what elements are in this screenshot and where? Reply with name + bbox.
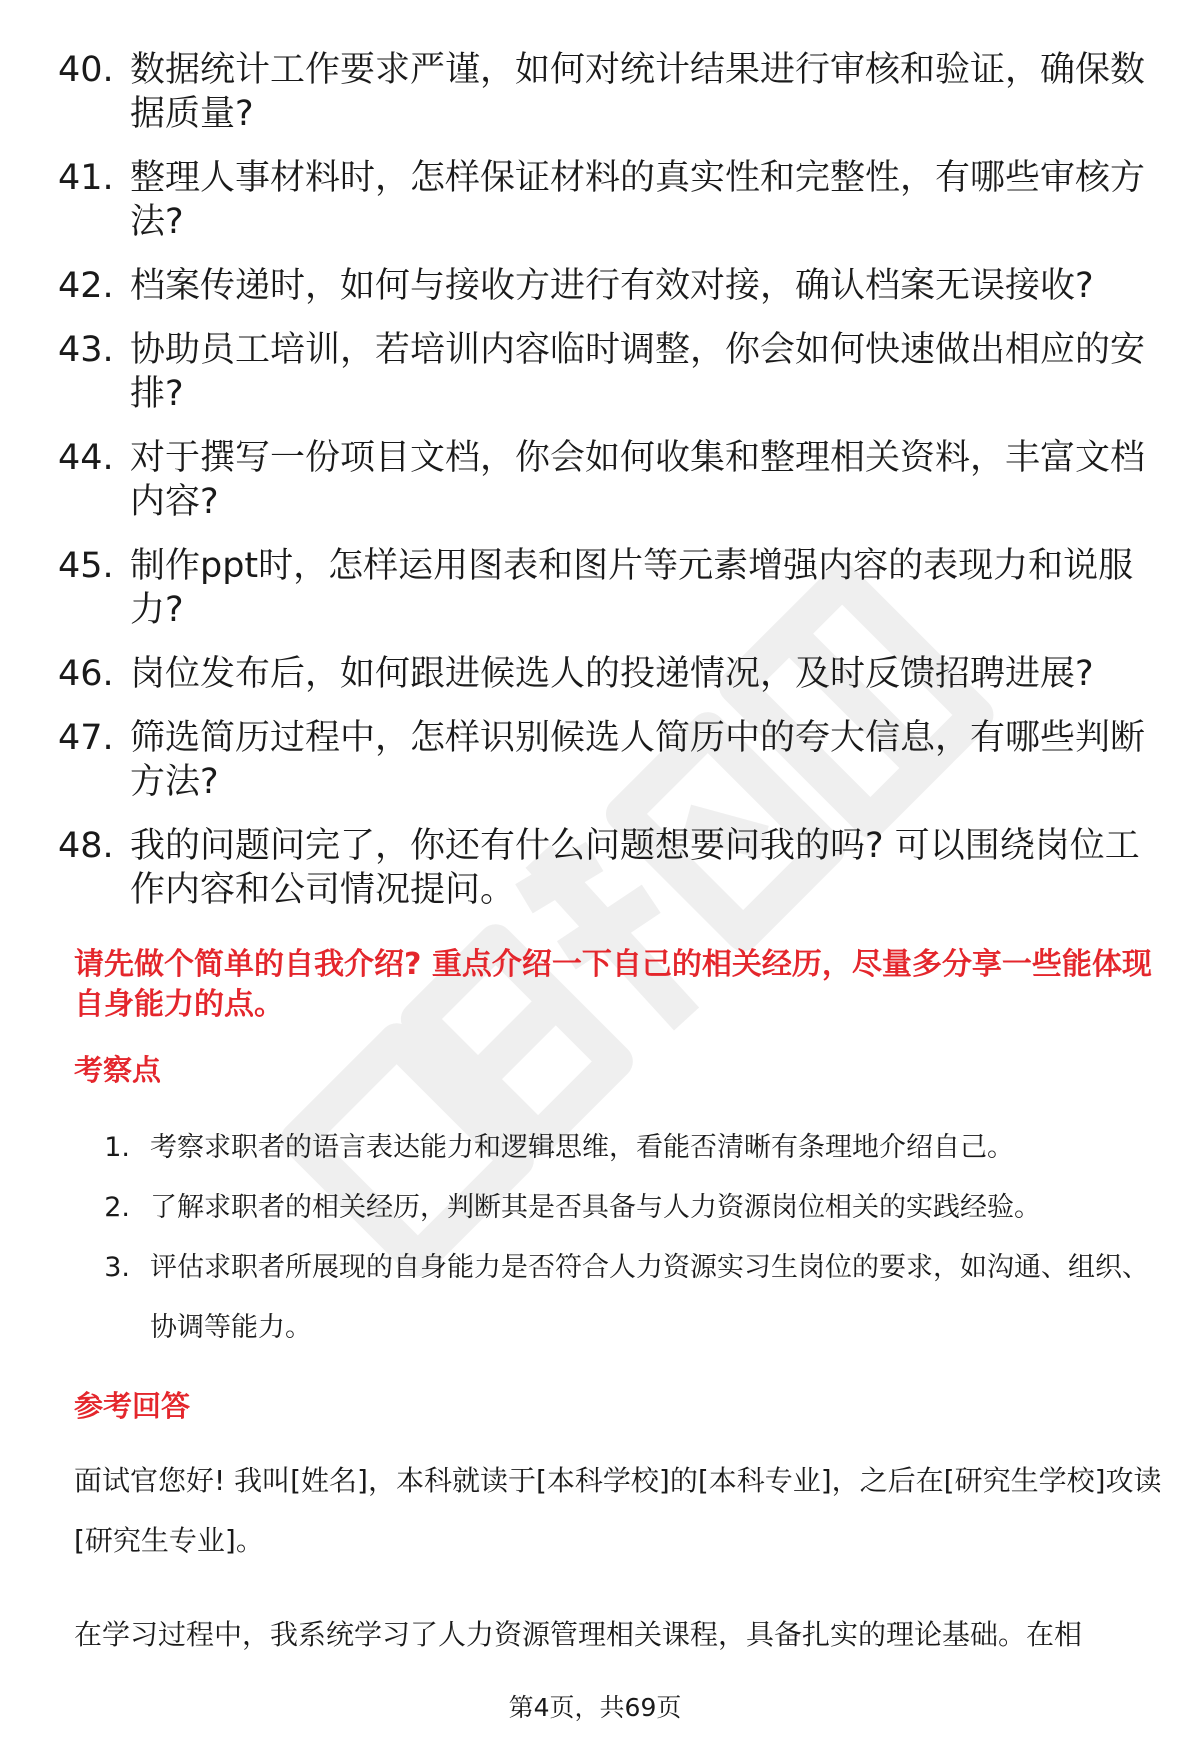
question-text: 档案传递时，如何与接收方进行有效对接，确认档案无误接收? bbox=[130, 266, 1094, 306]
assessment-point bbox=[74, 1238, 1164, 1358]
reference-paragraph: 面试官您好! 我叫[姓名]，本科就读于[本科学校]的[本科专业]，之后在[研究生学校]攻读[研究生专业]。 bbox=[74, 1464, 1162, 1557]
question-text: 整理人事材料时，怎样保证材料的真实性和完整性，有哪些审核方法? bbox=[130, 158, 1146, 242]
point-number: 3. bbox=[104, 1252, 130, 1283]
question-text: 岗位发布后，如何跟进候选人的投递情况，及时反馈招聘进展? bbox=[130, 654, 1094, 694]
question-item bbox=[58, 652, 1158, 696]
assessment-point bbox=[74, 1178, 1164, 1238]
point-text: 了解求职者的相关经历，判断其是否具备与人力资源岗位相关的实践经验。 bbox=[150, 1192, 1041, 1223]
reference-label: 参考回答 bbox=[74, 1389, 191, 1423]
question-item bbox=[58, 264, 1158, 308]
question-number: 47. bbox=[58, 718, 114, 758]
page-footer: 第4页，共69页 bbox=[508, 1693, 682, 1722]
point-text: 评估求职者所展现的自身能力是否符合人力资源实习生岗位的要求，如沟通、组织、协调等能力。 bbox=[150, 1252, 1149, 1343]
point-number: 2. bbox=[104, 1192, 130, 1223]
question-number: 45. bbox=[58, 546, 114, 586]
question-item bbox=[58, 48, 1158, 136]
question-item bbox=[58, 156, 1158, 244]
question-text: 制作ppt时，怎样运用图表和图片等元素增强内容的表现力和说服力? bbox=[130, 546, 1134, 630]
question-number: 48. bbox=[58, 826, 114, 866]
point-text: 考察求职者的语言表达能力和逻辑思维，看能否清晰有条理地介绍自己。 bbox=[150, 1132, 1014, 1163]
question-item bbox=[58, 824, 1158, 912]
question-item bbox=[58, 328, 1158, 416]
assessment-points bbox=[74, 1118, 1164, 1358]
question-item bbox=[58, 436, 1158, 524]
assessment-label: 考察点 bbox=[74, 1053, 162, 1087]
point-number: 1. bbox=[104, 1132, 130, 1163]
question-text: 我的问题问完了，你还有什么问题想要问我的吗? 可以围绕岗位工作内容和公司情况提问。 bbox=[130, 826, 1140, 910]
question-list bbox=[58, 48, 1158, 932]
highlight-question: 请先做个简单的自我介绍? 重点介绍一下自己的相关经历，尽量多分享一些能体现自身能力的点。 bbox=[74, 947, 1152, 1022]
reference-paragraph: 在学习过程中，我系统学习了人力资源管理相关课程，具备扎实的理论基础。在相 bbox=[74, 1618, 1083, 1651]
question-text: 数据统计工作要求严谨，如何对统计结果进行审核和验证，确保数据质量? bbox=[130, 50, 1146, 134]
question-text: 对于撰写一份项目文档，你会如何收集和整理相关资料，丰富文档内容? bbox=[130, 438, 1146, 522]
question-item bbox=[58, 544, 1158, 632]
question-number: 44. bbox=[58, 438, 114, 478]
question-number: 40. bbox=[58, 50, 114, 90]
question-text: 协助员工培训，若培训内容临时调整，你会如何快速做出相应的安排? bbox=[130, 330, 1146, 414]
question-number: 41. bbox=[58, 158, 114, 198]
question-number: 43. bbox=[58, 330, 114, 370]
assessment-point bbox=[74, 1118, 1164, 1178]
question-number: 46. bbox=[58, 654, 114, 694]
question-text: 筛选简历过程中，怎样识别候选人简历中的夸大信息，有哪些判断方法? bbox=[130, 718, 1146, 802]
question-number: 42. bbox=[58, 266, 114, 306]
question-item bbox=[58, 716, 1158, 804]
